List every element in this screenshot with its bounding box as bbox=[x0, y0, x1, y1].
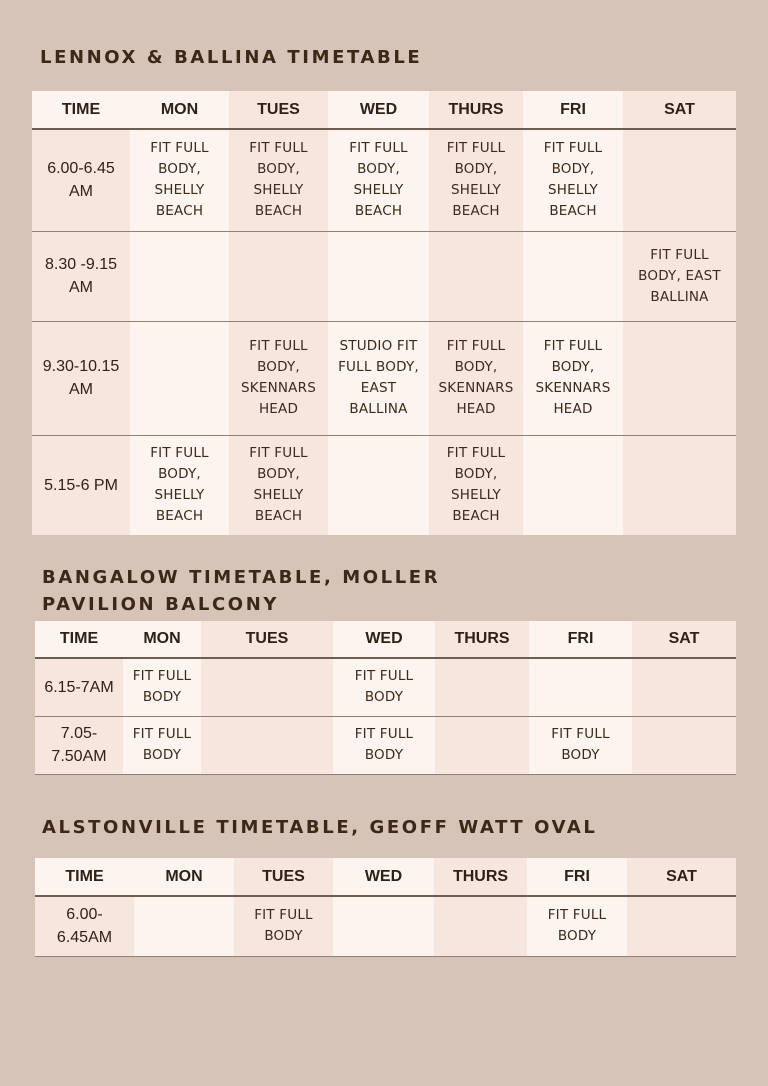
class-cell-tues bbox=[201, 716, 333, 774]
header-tues: TUES bbox=[229, 91, 328, 129]
class-cell-tues: FIT FULL BODY, SHELLY BEACH bbox=[229, 435, 328, 535]
class-cell-sat bbox=[632, 658, 736, 716]
header-thurs: THURS bbox=[429, 91, 523, 129]
table-row bbox=[32, 129, 736, 231]
class-cell-fri: FIT FULL BODY bbox=[529, 716, 632, 774]
header-wed: WED bbox=[333, 858, 434, 896]
class-cell-thurs bbox=[434, 896, 527, 956]
class-cell-fri: FIT FULL BODY, SKENNARS HEAD bbox=[523, 321, 623, 435]
header-sat: SAT bbox=[627, 858, 736, 896]
section-title-lennox-ballina: LENNOX & BALLINA TIMETABLE bbox=[40, 47, 423, 68]
class-cell-wed bbox=[328, 231, 429, 321]
table-row bbox=[32, 321, 736, 435]
time-cell: 6.00-6.45AM bbox=[35, 896, 134, 956]
class-cell-mon: FIT FULL BODY bbox=[123, 658, 201, 716]
class-cell-thurs bbox=[435, 716, 529, 774]
class-cell-thurs: FIT FULL BODY, SHELLY BEACH bbox=[429, 435, 523, 535]
header-mon: MON bbox=[130, 91, 229, 129]
class-cell-tues bbox=[201, 658, 333, 716]
class-cell-tues: FIT FULL BODY, SHELLY BEACH bbox=[229, 129, 328, 231]
class-cell-sat bbox=[627, 896, 736, 956]
class-cell-sat bbox=[623, 435, 736, 535]
class-cell-wed bbox=[333, 896, 434, 956]
class-cell-fri bbox=[529, 658, 632, 716]
class-cell-thurs bbox=[435, 658, 529, 716]
header-wed: WED bbox=[328, 91, 429, 129]
class-cell-mon: FIT FULL BODY, SHELLY BEACH bbox=[130, 129, 229, 231]
class-cell-mon bbox=[130, 231, 229, 321]
time-cell: 5.15-6 PM bbox=[32, 435, 130, 535]
header-mon: MON bbox=[123, 621, 201, 658]
class-cell-wed: FIT FULL BODY bbox=[333, 658, 435, 716]
table-row bbox=[35, 658, 736, 716]
class-cell-tues: FIT FULL BODY bbox=[234, 896, 333, 956]
class-cell-mon: FIT FULL BODY bbox=[123, 716, 201, 774]
class-cell-fri bbox=[523, 435, 623, 535]
class-cell-wed: STUDIO FIT FULL BODY, EAST BALLINA bbox=[328, 321, 429, 435]
header-thurs: THURS bbox=[434, 858, 527, 896]
time-cell: 6.15-7AM bbox=[35, 658, 123, 716]
header-sat: SAT bbox=[632, 621, 736, 658]
class-cell-wed: FIT FULL BODY, SHELLY BEACH bbox=[328, 129, 429, 231]
timetable-alstonville bbox=[35, 858, 736, 957]
header-sat: SAT bbox=[623, 91, 736, 129]
header-time: TIME bbox=[35, 621, 123, 658]
header-thurs: THURS bbox=[435, 621, 529, 658]
time-cell: 6.00-6.45 AM bbox=[32, 129, 130, 231]
class-cell-fri bbox=[523, 231, 623, 321]
class-cell-sat bbox=[623, 129, 736, 231]
class-cell-mon bbox=[130, 321, 229, 435]
class-cell-sat bbox=[623, 321, 736, 435]
time-cell: 7.05-7.50AM bbox=[35, 716, 123, 774]
header-wed: WED bbox=[333, 621, 435, 658]
table-row bbox=[32, 435, 736, 535]
header-tues: TUES bbox=[201, 621, 333, 658]
class-cell-thurs: FIT FULL BODY, SKENNARS HEAD bbox=[429, 321, 523, 435]
table-row bbox=[35, 896, 736, 956]
table-row bbox=[35, 716, 736, 774]
class-cell-thurs: FIT FULL BODY, SHELLY BEACH bbox=[429, 129, 523, 231]
time-cell: 8.30 -9.15 AM bbox=[32, 231, 130, 321]
timetable-lennox-ballina bbox=[32, 91, 736, 535]
class-cell-mon bbox=[134, 896, 234, 956]
header-time: TIME bbox=[32, 91, 130, 129]
header-fri: FRI bbox=[523, 91, 623, 129]
class-cell-fri: FIT FULL BODY bbox=[527, 896, 627, 956]
timetable-bangalow bbox=[35, 621, 736, 775]
header-fri: FRI bbox=[529, 621, 632, 658]
class-cell-wed bbox=[328, 435, 429, 535]
class-cell-sat: FIT FULL BODY, EAST BALLINA bbox=[623, 231, 736, 321]
class-cell-thurs bbox=[429, 231, 523, 321]
header-tues: TUES bbox=[234, 858, 333, 896]
section-title-alstonville: ALSTONVILLE TIMETABLE, GEOFF WATT OVAL bbox=[42, 817, 598, 838]
time-cell: 9.30-10.15 AM bbox=[32, 321, 130, 435]
class-cell-mon: FIT FULL BODY, SHELLY BEACH bbox=[130, 435, 229, 535]
table-row bbox=[32, 231, 736, 321]
class-cell-fri: FIT FULL BODY, SHELLY BEACH bbox=[523, 129, 623, 231]
header-fri: FRI bbox=[527, 858, 627, 896]
class-cell-sat bbox=[632, 716, 736, 774]
header-mon: MON bbox=[134, 858, 234, 896]
class-cell-wed: FIT FULL BODY bbox=[333, 716, 435, 774]
header-time: TIME bbox=[35, 858, 134, 896]
class-cell-tues bbox=[229, 231, 328, 321]
section-title-bangalow: BANGALOW TIMETABLE, MOLLER PAVILION BALCONY bbox=[42, 567, 441, 615]
class-cell-tues: FIT FULL BODY, SKENNARS HEAD bbox=[229, 321, 328, 435]
